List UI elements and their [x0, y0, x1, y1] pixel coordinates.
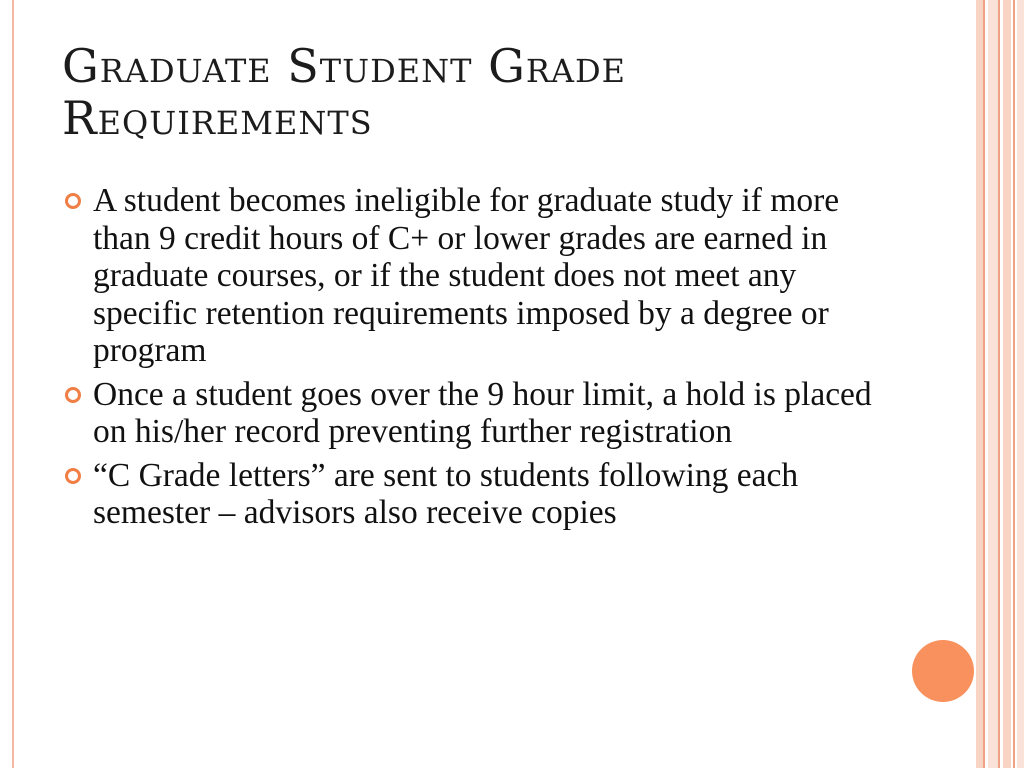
right-border-stripe: [1017, 0, 1024, 768]
bullet-list: [62, 182, 882, 538]
right-border-stripe: [983, 0, 985, 768]
right-border-stripe: [1003, 0, 1011, 768]
bullet-item: [62, 457, 882, 532]
bullet-text: A student becomes ineligible for graduate study if more than 9 credit hours of C+ or lower grades are earned in graduate courses, or if the student does not meet any specific retention requirements imposed by a degree or program: [93, 182, 840, 369]
bullet-item: [62, 376, 882, 451]
right-border-stripe: [988, 0, 998, 768]
ring-bullet-icon: [65, 387, 81, 403]
ring-bullet-icon: [65, 468, 81, 484]
bullet-text: “C Grade letters” are sent to students following each semester – advisors also receive copies: [93, 456, 799, 531]
right-border-stripe: [998, 0, 1000, 768]
ring-bullet-icon: [65, 193, 81, 209]
bullet-item: [62, 182, 882, 370]
right-border-stripe: [976, 0, 983, 768]
left-border-line: [12, 0, 14, 768]
bullet-text: Once a student goes over the 9 hour limit, a hold is placed on his/her record preventing further registration: [93, 375, 872, 450]
right-border-stripe: [1013, 0, 1015, 768]
decorative-circle: [912, 640, 974, 702]
slide-title: Graduate Student Grade Requirements: [62, 39, 627, 145]
